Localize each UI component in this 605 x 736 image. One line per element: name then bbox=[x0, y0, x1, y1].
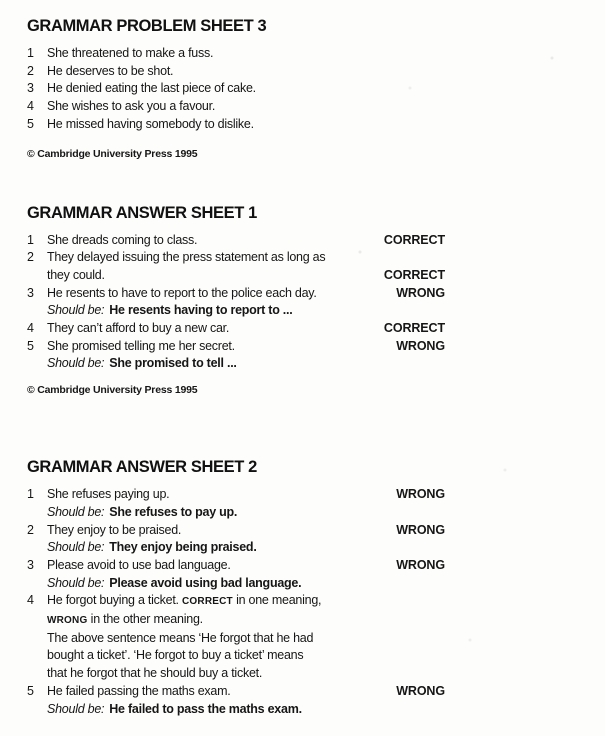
list-item bbox=[27, 45, 445, 63]
note-line bbox=[27, 665, 445, 683]
grammar-answer-sheet-1 bbox=[27, 203, 445, 398]
item-text: They enjoy to be praised. bbox=[47, 522, 182, 537]
should-be-line bbox=[27, 575, 445, 593]
correction-line bbox=[47, 539, 257, 557]
item-text-segment: He forgot buying a ticket. bbox=[47, 593, 182, 608]
item-number: 1 bbox=[27, 232, 34, 247]
copyright-line: © Cambridge University Press 1995 bbox=[27, 147, 198, 160]
list-item-continuation bbox=[27, 611, 445, 630]
note-line bbox=[27, 630, 445, 648]
copyright-line: © Cambridge University Press 1995 bbox=[27, 384, 198, 397]
should-be-label: Should be: bbox=[47, 701, 105, 716]
verdict-label: WRONG bbox=[396, 522, 445, 537]
should-be-line bbox=[27, 355, 445, 373]
list-item bbox=[27, 338, 445, 356]
correction-line bbox=[47, 701, 302, 719]
item-text bbox=[47, 592, 321, 611]
verdict-label: WRONG bbox=[396, 338, 445, 353]
should-be-line bbox=[27, 701, 445, 719]
list-item bbox=[27, 232, 445, 250]
should-be-label: Should be: bbox=[47, 356, 105, 371]
item-text: She refuses paying up. bbox=[47, 487, 170, 502]
grammar-answer-sheet-2 bbox=[27, 457, 445, 718]
note-line bbox=[27, 647, 445, 665]
list-item bbox=[27, 63, 445, 81]
verdict-label: CORRECT bbox=[383, 232, 445, 247]
item-list bbox=[27, 45, 445, 134]
list-item bbox=[27, 486, 445, 504]
should-be-line bbox=[27, 504, 445, 522]
item-number: 2 bbox=[27, 522, 34, 537]
item-number: 5 bbox=[27, 683, 34, 698]
item-number: 2 bbox=[27, 63, 34, 78]
list-item bbox=[27, 116, 445, 134]
verdict-label: WRONG bbox=[396, 683, 445, 698]
sheet-title: GRAMMAR PROBLEM SHEET 3 bbox=[27, 17, 267, 35]
list-item bbox=[27, 98, 445, 116]
item-text: Please avoid to use bad language. bbox=[47, 557, 231, 572]
list-item bbox=[27, 80, 445, 98]
correction-line bbox=[47, 504, 237, 522]
item-text: She promised telling me her secret. bbox=[47, 338, 235, 353]
list-item bbox=[27, 683, 445, 701]
item-number: 4 bbox=[27, 99, 34, 114]
item-text: He missed having somebody to dislike. bbox=[47, 116, 254, 131]
list-item bbox=[27, 285, 445, 303]
item-text-segment: in the other meaning. bbox=[87, 612, 203, 627]
item-number: 3 bbox=[27, 557, 34, 572]
inline-verdict-label: CORRECT bbox=[182, 596, 233, 608]
item-number: 2 bbox=[27, 250, 34, 265]
note-text: bought a ticket’. ‘He forgot to buy a ticket’ means bbox=[47, 648, 304, 663]
correction-text: He failed to pass the maths exam. bbox=[109, 701, 302, 716]
verdict-label: WRONG bbox=[396, 285, 445, 300]
grammar-problem-sheet-3 bbox=[27, 16, 445, 161]
correction-line bbox=[47, 355, 237, 373]
verdict-label: CORRECT bbox=[383, 321, 445, 336]
item-number: 1 bbox=[27, 487, 34, 502]
item-text: He deserves to be shot. bbox=[47, 63, 174, 78]
correction-text: Please avoid using bad language. bbox=[109, 575, 302, 590]
item-number: 4 bbox=[27, 593, 34, 608]
item-number: 3 bbox=[27, 285, 34, 300]
list-item bbox=[27, 557, 445, 575]
correction-text: He resents having to report to ... bbox=[109, 303, 293, 318]
item-number: 5 bbox=[27, 116, 34, 131]
item-number: 5 bbox=[27, 338, 34, 353]
inline-verdict-label: WRONG bbox=[47, 615, 88, 627]
verdict-label: CORRECT bbox=[383, 267, 445, 282]
should-be-label: Should be: bbox=[47, 504, 105, 519]
should-be-label: Should be: bbox=[47, 303, 105, 318]
item-text: He failed passing the maths exam. bbox=[47, 683, 231, 698]
verdict-label: WRONG bbox=[396, 487, 445, 502]
list-item bbox=[27, 249, 445, 267]
item-text bbox=[47, 611, 203, 630]
item-list bbox=[27, 232, 445, 374]
item-text: they could. bbox=[47, 267, 105, 282]
note-text: that he forgot that he should buy a ticket. bbox=[47, 666, 263, 681]
list-item-continuation bbox=[27, 267, 445, 285]
item-text: He resents to have to report to the police each day. bbox=[47, 285, 317, 300]
sheet-title: GRAMMAR ANSWER SHEET 2 bbox=[27, 458, 257, 477]
correction-text: They enjoy being praised. bbox=[109, 540, 257, 555]
list-item bbox=[27, 320, 445, 338]
should-be-label: Should be: bbox=[47, 575, 105, 590]
note-text: The above sentence means ‘He forgot that he had bbox=[47, 630, 314, 645]
correction-text: She promised to tell ... bbox=[109, 356, 237, 371]
list-item bbox=[27, 592, 445, 611]
item-text: They delayed issuing the press statement as long as bbox=[47, 250, 326, 265]
item-number: 3 bbox=[27, 81, 34, 96]
item-text: She threatened to make a fuss. bbox=[47, 46, 214, 60]
should-be-line bbox=[27, 302, 445, 320]
item-list bbox=[27, 486, 445, 718]
list-item bbox=[27, 522, 445, 540]
should-be-line bbox=[27, 539, 445, 557]
verdict-label: WRONG bbox=[396, 557, 445, 572]
item-text: They can’t afford to buy a new car. bbox=[47, 321, 230, 336]
item-number: 4 bbox=[27, 321, 34, 336]
correction-line bbox=[47, 575, 301, 593]
item-text-segment: in one meaning, bbox=[232, 593, 322, 608]
item-number: 1 bbox=[27, 46, 34, 60]
item-text: She wishes to ask you a favour. bbox=[47, 99, 216, 114]
correction-line bbox=[47, 302, 292, 320]
correction-text: She refuses to pay up. bbox=[109, 504, 238, 519]
should-be-label: Should be: bbox=[47, 540, 105, 555]
item-text: He denied eating the last piece of cake. bbox=[47, 81, 256, 96]
item-text: She dreads coming to class. bbox=[47, 232, 198, 247]
sheet-title: GRAMMAR ANSWER SHEET 1 bbox=[27, 203, 257, 222]
